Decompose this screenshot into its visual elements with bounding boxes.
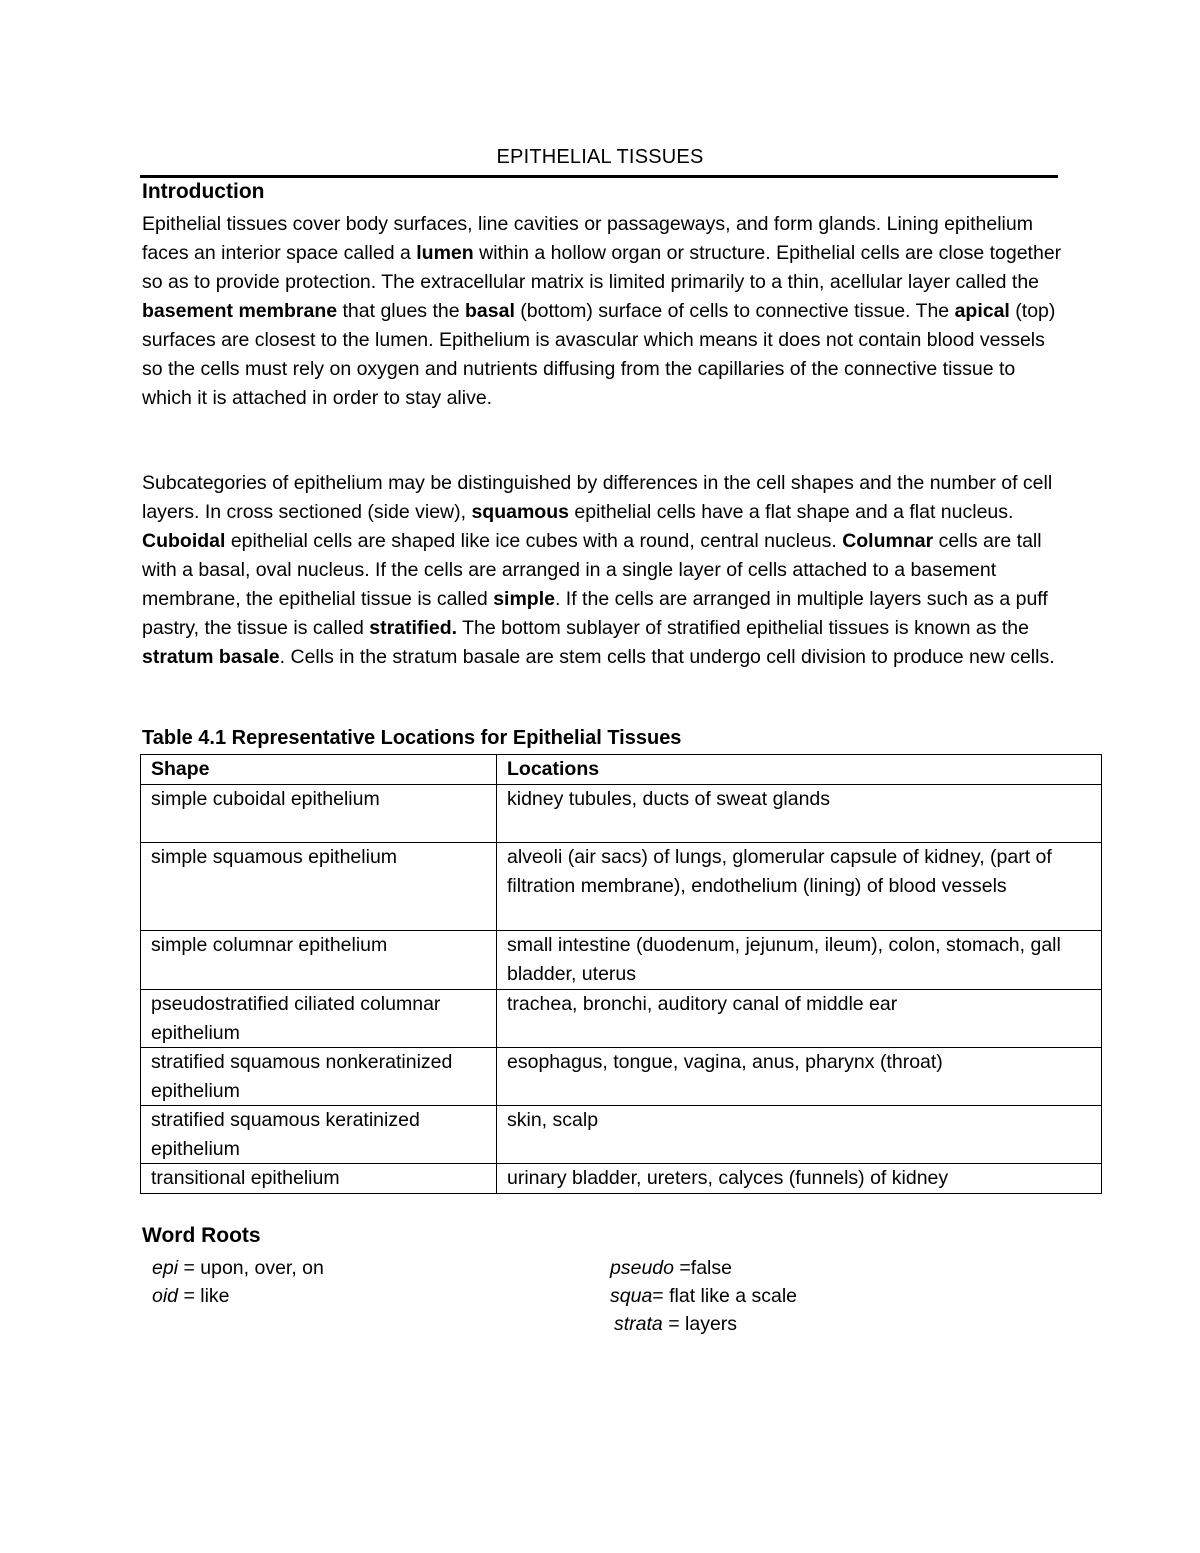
cell-shape: pseudostratified ciliated columnar epithelium [141, 990, 497, 1048]
epithelial-locations-table [140, 754, 1102, 1194]
key-term: stratum basale [142, 646, 280, 668]
word-root-term: oid [152, 1285, 179, 1307]
cell-shape: simple cuboidal epithelium [141, 785, 497, 843]
key-term: basement membrane [142, 300, 338, 322]
cell-shape: stratified squamous keratinized epithelium [141, 1106, 497, 1164]
table-row [141, 1164, 1102, 1194]
cell-locations: esophagus, tongue, vagina, anus, pharynx (throat) [497, 1048, 1102, 1106]
key-term: Columnar [842, 530, 934, 552]
word-root-meaning: flat like a scale [669, 1285, 798, 1307]
text-run: . If the cells are arranged in multiple layers such as a puff pastry, the tissue is called [142, 588, 1048, 639]
key-term: basal [465, 300, 515, 322]
key-term: stratified. [369, 617, 458, 639]
word-root-meaning: false [690, 1257, 732, 1279]
cell-shape: simple squamous epithelium [141, 843, 497, 931]
word-root-item [614, 1310, 737, 1338]
cell-shape: transitional epithelium [141, 1164, 497, 1194]
word-root-term: squa [610, 1285, 653, 1307]
key-term: apical [954, 300, 1010, 322]
page-title: EPITHELIAL TISSUES [496, 146, 704, 168]
word-root-separator: = [652, 1285, 670, 1307]
text-run: that glues the [337, 300, 465, 322]
word-roots-heading: Word Roots [142, 1224, 261, 1247]
word-root-item [610, 1282, 797, 1310]
word-root-meaning: like [200, 1285, 230, 1307]
cell-shape: simple columnar epithelium [141, 931, 497, 990]
word-root-meaning: layers [685, 1313, 738, 1335]
text-run: Epithelial tissues cover body surfaces, line cavities or passageways, and form glands. Lining epithelium faces an interior space called a [142, 213, 1033, 264]
key-term: lumen [416, 242, 474, 264]
word-root-meaning: upon, over, on [200, 1257, 324, 1279]
word-root-separator: = [178, 1285, 201, 1307]
table-row [141, 1048, 1102, 1106]
table-row [141, 843, 1102, 931]
cell-locations: alveoli (air sacs) of lungs, glomerular capsule of kidney, (part of filtration membrane), endothelium (lining) of blood vessels [497, 843, 1102, 931]
word-root-item [152, 1254, 324, 1282]
text-run: (top) surfaces are closest to the lumen. Epithelium is avascular which means it does not contain blood vessels so the cells must rely on oxygen and nutrients diffusing from the capillaries of the connective tissue to which it is attached in order to stay alive. [142, 300, 1056, 409]
text-run: epithelial cells have a flat shape and a flat nucleus. [568, 501, 1014, 523]
word-root-item [610, 1254, 732, 1282]
table-header-row [141, 755, 1102, 785]
table-row [141, 931, 1102, 990]
word-root-term: pseudo [610, 1257, 674, 1279]
key-term: squamous [471, 501, 569, 523]
word-root-separator: = [178, 1257, 201, 1279]
cell-locations: trachea, bronchi, auditory canal of middle ear [497, 990, 1102, 1048]
header-locations: Locations [497, 755, 1102, 785]
key-term: Cuboidal [142, 530, 226, 552]
introduction-heading: Introduction [142, 180, 265, 203]
header-shape: Shape [141, 755, 497, 785]
word-root-item [152, 1282, 230, 1310]
word-root-term: epi [152, 1257, 179, 1279]
text-run: Subcategories of epithelium may be distinguished by differences in the cell shapes and the number of cell layers. In cross sectioned (side view), [142, 472, 1053, 523]
subcategories-paragraph [142, 469, 1067, 672]
introduction-paragraph [142, 210, 1067, 413]
cell-shape: stratified squamous nonkeratinized epithelium [141, 1048, 497, 1106]
word-root-term: strata [614, 1313, 663, 1335]
text-run: (bottom) surface of cells to connective tissue. The [514, 300, 955, 322]
text-run: within a hollow organ or structure. Epithelial cells are close together so as to provide protection. The extracellular matrix is limited primarily to a thin, acellular layer called the [142, 242, 1062, 293]
table-row [141, 785, 1102, 843]
word-root-separator: = [673, 1257, 691, 1279]
title-underline [140, 175, 1058, 178]
key-term: simple [493, 588, 555, 610]
text-run: cells are tall with a basal, oval nucleus. If the cells are arranged in a single layer of cells attached to a basement membrane, the epithelial tissue is called [142, 530, 1042, 610]
cell-locations: small intestine (duodenum, jejunum, ileum), colon, stomach, gall bladder, uterus [497, 931, 1102, 990]
cell-locations: skin, scalp [497, 1106, 1102, 1164]
table-row [141, 1106, 1102, 1164]
word-root-separator: = [662, 1313, 686, 1335]
cell-locations: kidney tubules, ducts of sweat glands [497, 785, 1102, 843]
cell-locations: urinary bladder, ureters, calyces (funnels) of kidney [497, 1164, 1102, 1194]
table-caption: Table 4.1 Representative Locations for Epithelial Tissues [142, 727, 682, 749]
text-run: . Cells in the stratum basale are stem cells that undergo cell division to produce new cells. [279, 646, 1055, 668]
table-row [141, 990, 1102, 1048]
text-run: epithelial cells are shaped like ice cubes with a round, central nucleus. [225, 530, 843, 552]
text-run: The bottom sublayer of stratified epithelial tissues is known as the [457, 617, 1029, 639]
